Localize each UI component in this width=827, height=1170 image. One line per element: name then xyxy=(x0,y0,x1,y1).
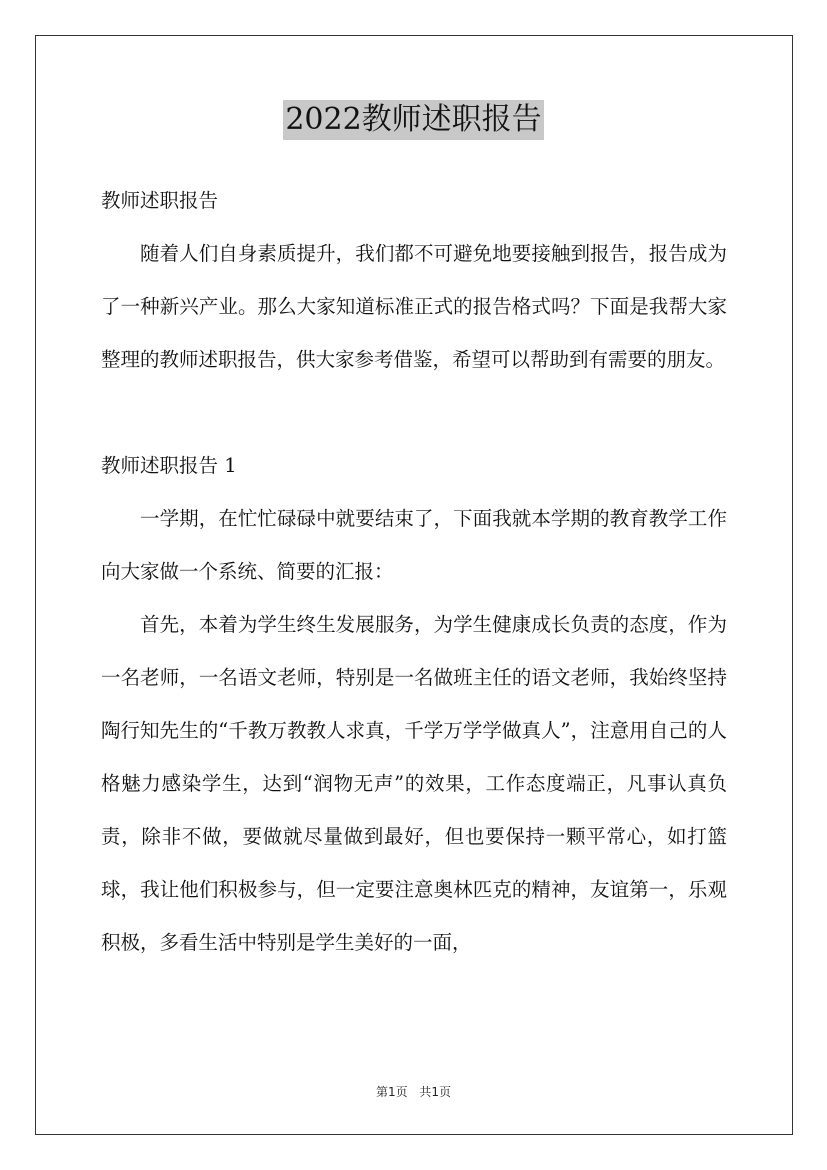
page-total: 共1页 xyxy=(419,1085,452,1099)
title-container xyxy=(0,100,827,140)
section-paragraph: 首先，本着为学生终生发展服务，为学生健康成长负责的态度，作为一名老师，一名语文老师，特别是一名做班主任的语文老师，我始终坚持陶行知先生的“千教万教教人求真，千学万学学做真人”，注意用自己的人格魅力感染学生，达到“润物无声”的效果，工作态度端正，凡事认真负责，除非不做，要做就尽量做到最好，但也要保持一颗平常心，如打篮球，我让他们积极参与，但一定要注意奥林匹克的精神，友谊第一，乐观积极，多看生活中特别是学生美好的一面， xyxy=(101,613,727,954)
page-number: 第1页 xyxy=(375,1085,408,1099)
page-footer xyxy=(0,1083,827,1100)
section-paragraph: 一学期，在忙忙碌碌中就要结束了，下面我就本学期的教育教学工作向大家做一个系统、简要的汇报： xyxy=(101,507,727,583)
section-heading: 教师述职报告 1 xyxy=(101,454,237,477)
document-title: 2022教师述职报告 xyxy=(283,100,543,140)
section-spacer xyxy=(101,386,727,439)
document-body xyxy=(101,174,727,969)
intro-paragraph: 随着人们自身素质提升，我们都不可避免地要接触到报告，报告成为了一种新兴产业。那么大家知道标准正式的报告格式吗？下面是我帮大家整理的教师述职报告，供大家参考借鉴，希望可以帮助到有需要的朋友。 xyxy=(101,242,727,371)
intro-heading: 教师述职报告 xyxy=(101,189,219,212)
